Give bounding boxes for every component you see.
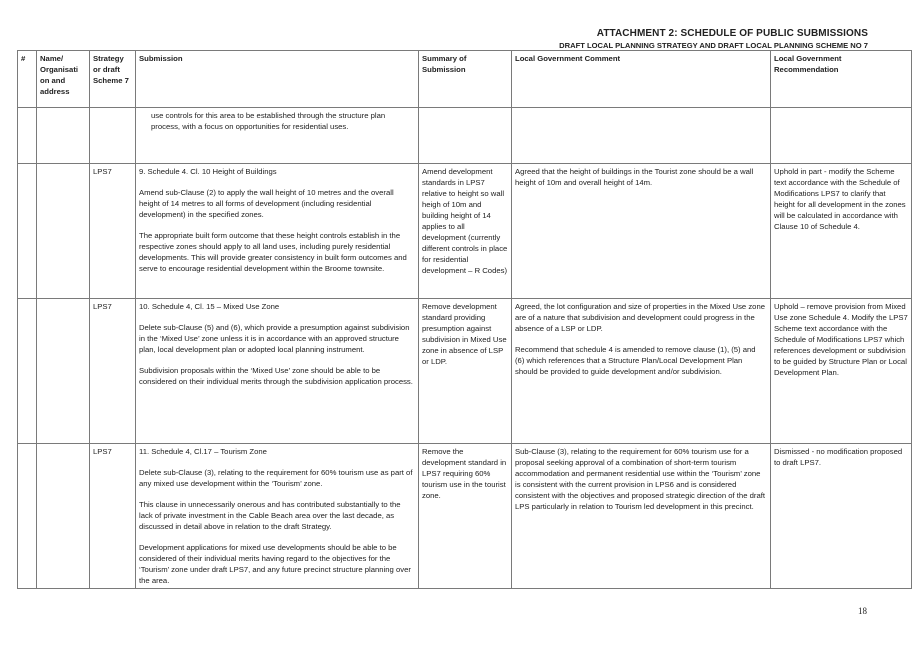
submission-text: use controls for this area to be established through the structure plan process, with a focus on opportunities for residential uses.: [151, 111, 386, 131]
table-row: [18, 299, 912, 444]
cell-name: [37, 108, 90, 164]
column-header-summary: Summary of Submission: [419, 51, 512, 108]
column-header-recommendation: Local Government Recommendation: [771, 51, 912, 108]
submission-heading: 11. Schedule 4, Cl.17 – Tourism Zone: [139, 447, 267, 456]
cell-recommendation: Uphold – remove provision from Mixed Use zone Schedule 4. Modify the LPS7 Scheme text accordance with the Schedule of Modifications LPS7 which references development or subdivision to be guided by Structure Plan or Local Development Plan.: [771, 299, 912, 444]
cell-strategy: LPS7: [90, 299, 136, 444]
cell-comment: [512, 444, 771, 589]
cell-recommendation: [771, 108, 912, 164]
submission-heading: 9. Schedule 4. Cl. 10 Height of Buildings: [139, 167, 277, 176]
cell-name: [37, 164, 90, 299]
cell-strategy: [90, 108, 136, 164]
table-row: [18, 164, 912, 299]
cell-submission: [136, 108, 419, 164]
table-row: [18, 444, 912, 589]
cell-comment: [512, 299, 771, 444]
comment-text: Agreed that the height of buildings in the Tourist zone should be a wall height of 10m and overall height of 14m.: [515, 167, 754, 187]
cell-submission: [136, 299, 419, 444]
submissions-table: [17, 50, 912, 589]
submission-text: The appropriate built form outcome that these height controls establish in the respective zones should apply to all land uses, including purely residential developments. This will provide greater consistency in built form outcomes and serve to encourage residential development within the Broome townsite.: [139, 231, 407, 273]
submission-text: Delete sub-Clause (3), relating to the requirement for 60% tourism use as part of any mixed use development within the ‘Tourism’ zone.: [139, 468, 413, 488]
submission-text: Amend sub-Clause (2) to apply the wall height of 10 metres and the overall height of 14 metres to all forms of development (including residential development) in the specified zones.: [139, 188, 394, 219]
submission-text: Subdivision proposals within the ‘Mixed Use’ zone should be able to be considered on their individual merits through the subdivision application process.: [139, 366, 413, 386]
cell-summary: Remove the development standard in LPS7 requiring 60% tourism use in the tourist zone.: [419, 444, 512, 589]
cell-number: [18, 108, 37, 164]
cell-submission: [136, 164, 419, 299]
document-title: ATTACHMENT 2: SCHEDULE OF PUBLIC SUBMISSIONS: [596, 28, 868, 39]
cell-number: [18, 164, 37, 299]
comment-text: Recommend that schedule 4 is amended to remove clause (1), (5) and (6) which references that a Structure Plan/Local Development Plan should be provided to guide development and/or subdivision.: [515, 345, 756, 376]
cell-number: [18, 444, 37, 589]
page-number: 18: [858, 606, 867, 616]
cell-comment: [512, 108, 771, 164]
submission-heading: 10. Schedule 4, Cl. 15 – Mixed Use Zone: [139, 302, 280, 311]
table-header-row: [18, 51, 912, 108]
column-header-number: #: [18, 51, 37, 108]
cell-number: [18, 299, 37, 444]
column-header-strategy: Strategy or draft Scheme 7: [90, 51, 136, 108]
cell-submission: [136, 444, 419, 589]
comment-text: Agreed, the lot configuration and size of properties in the Mixed Use zone are of a nature that subdivision and development could progress in the absence of a LSP or LDP.: [515, 302, 765, 333]
cell-recommendation: Dismissed - no modification proposed to draft LPS7.: [771, 444, 912, 589]
submission-text: This clause in unnecessarily onerous and has contributed substantially to the lack of private investment in the Cable Beach area over the last decade, as discussed in detail above in relation to the draft Strategy.: [139, 500, 401, 531]
cell-summary: Amend development standards in LPS7 relative to height so wall heigh of 10m and building height of 14 applies to all development (currently different controls in place for residential development – R Codes): [419, 164, 512, 299]
comment-text: Sub-Clause (3), relating to the requirement for 60% tourism use for a proposal seeking approval of a combination of short-term tourism accommodation and permanent residential use within the ‘Tourism’ zone is consistent with the current provision in LPS6 and is considered consistent with the objectives and proposed strategic direction of the draft LPS particularly in relation to Tourism led development in this precinct.: [515, 447, 765, 511]
cell-strategy: LPS7: [90, 164, 136, 299]
submission-text: Delete sub-Clause (5) and (6), which provide a presumption against subdivision in the ‘Mixed Use’ zone unless it is in accordance with an approved structure plan, local development plan or adopted local planning instrument.: [139, 323, 410, 354]
submission-text: Development applications for mixed use developments should be able to be considered of their individual merits having regard to the objectives for the ‘Tourism’ zone under draft LPS7, and any future precinct structure planning over the area.: [139, 543, 411, 585]
cell-name: [37, 444, 90, 589]
table-row: [18, 108, 912, 164]
column-header-submission: Submission: [136, 51, 419, 108]
cell-recommendation: Uphold in part - modify the Scheme text accordance with the Schedule of Modifications LPS7 to clarify that height for all development in the zones will be calculated in accordance with Clause 10 of Schedule 4.: [771, 164, 912, 299]
column-header-comment: Local Government Comment: [512, 51, 771, 108]
cell-name: [37, 299, 90, 444]
cell-strategy: LPS7: [90, 444, 136, 589]
cell-summary: [419, 108, 512, 164]
cell-summary: Remove development standard providing presumption against subdivision in Mixed Use zone in absence of LSP or LDP.: [419, 299, 512, 444]
cell-comment: [512, 164, 771, 299]
document-subtitle: DRAFT LOCAL PLANNING STRATEGY AND DRAFT LOCAL PLANNING SCHEME NO 7: [559, 41, 868, 50]
column-header-name: Name/ Organisati on and address: [37, 51, 90, 108]
